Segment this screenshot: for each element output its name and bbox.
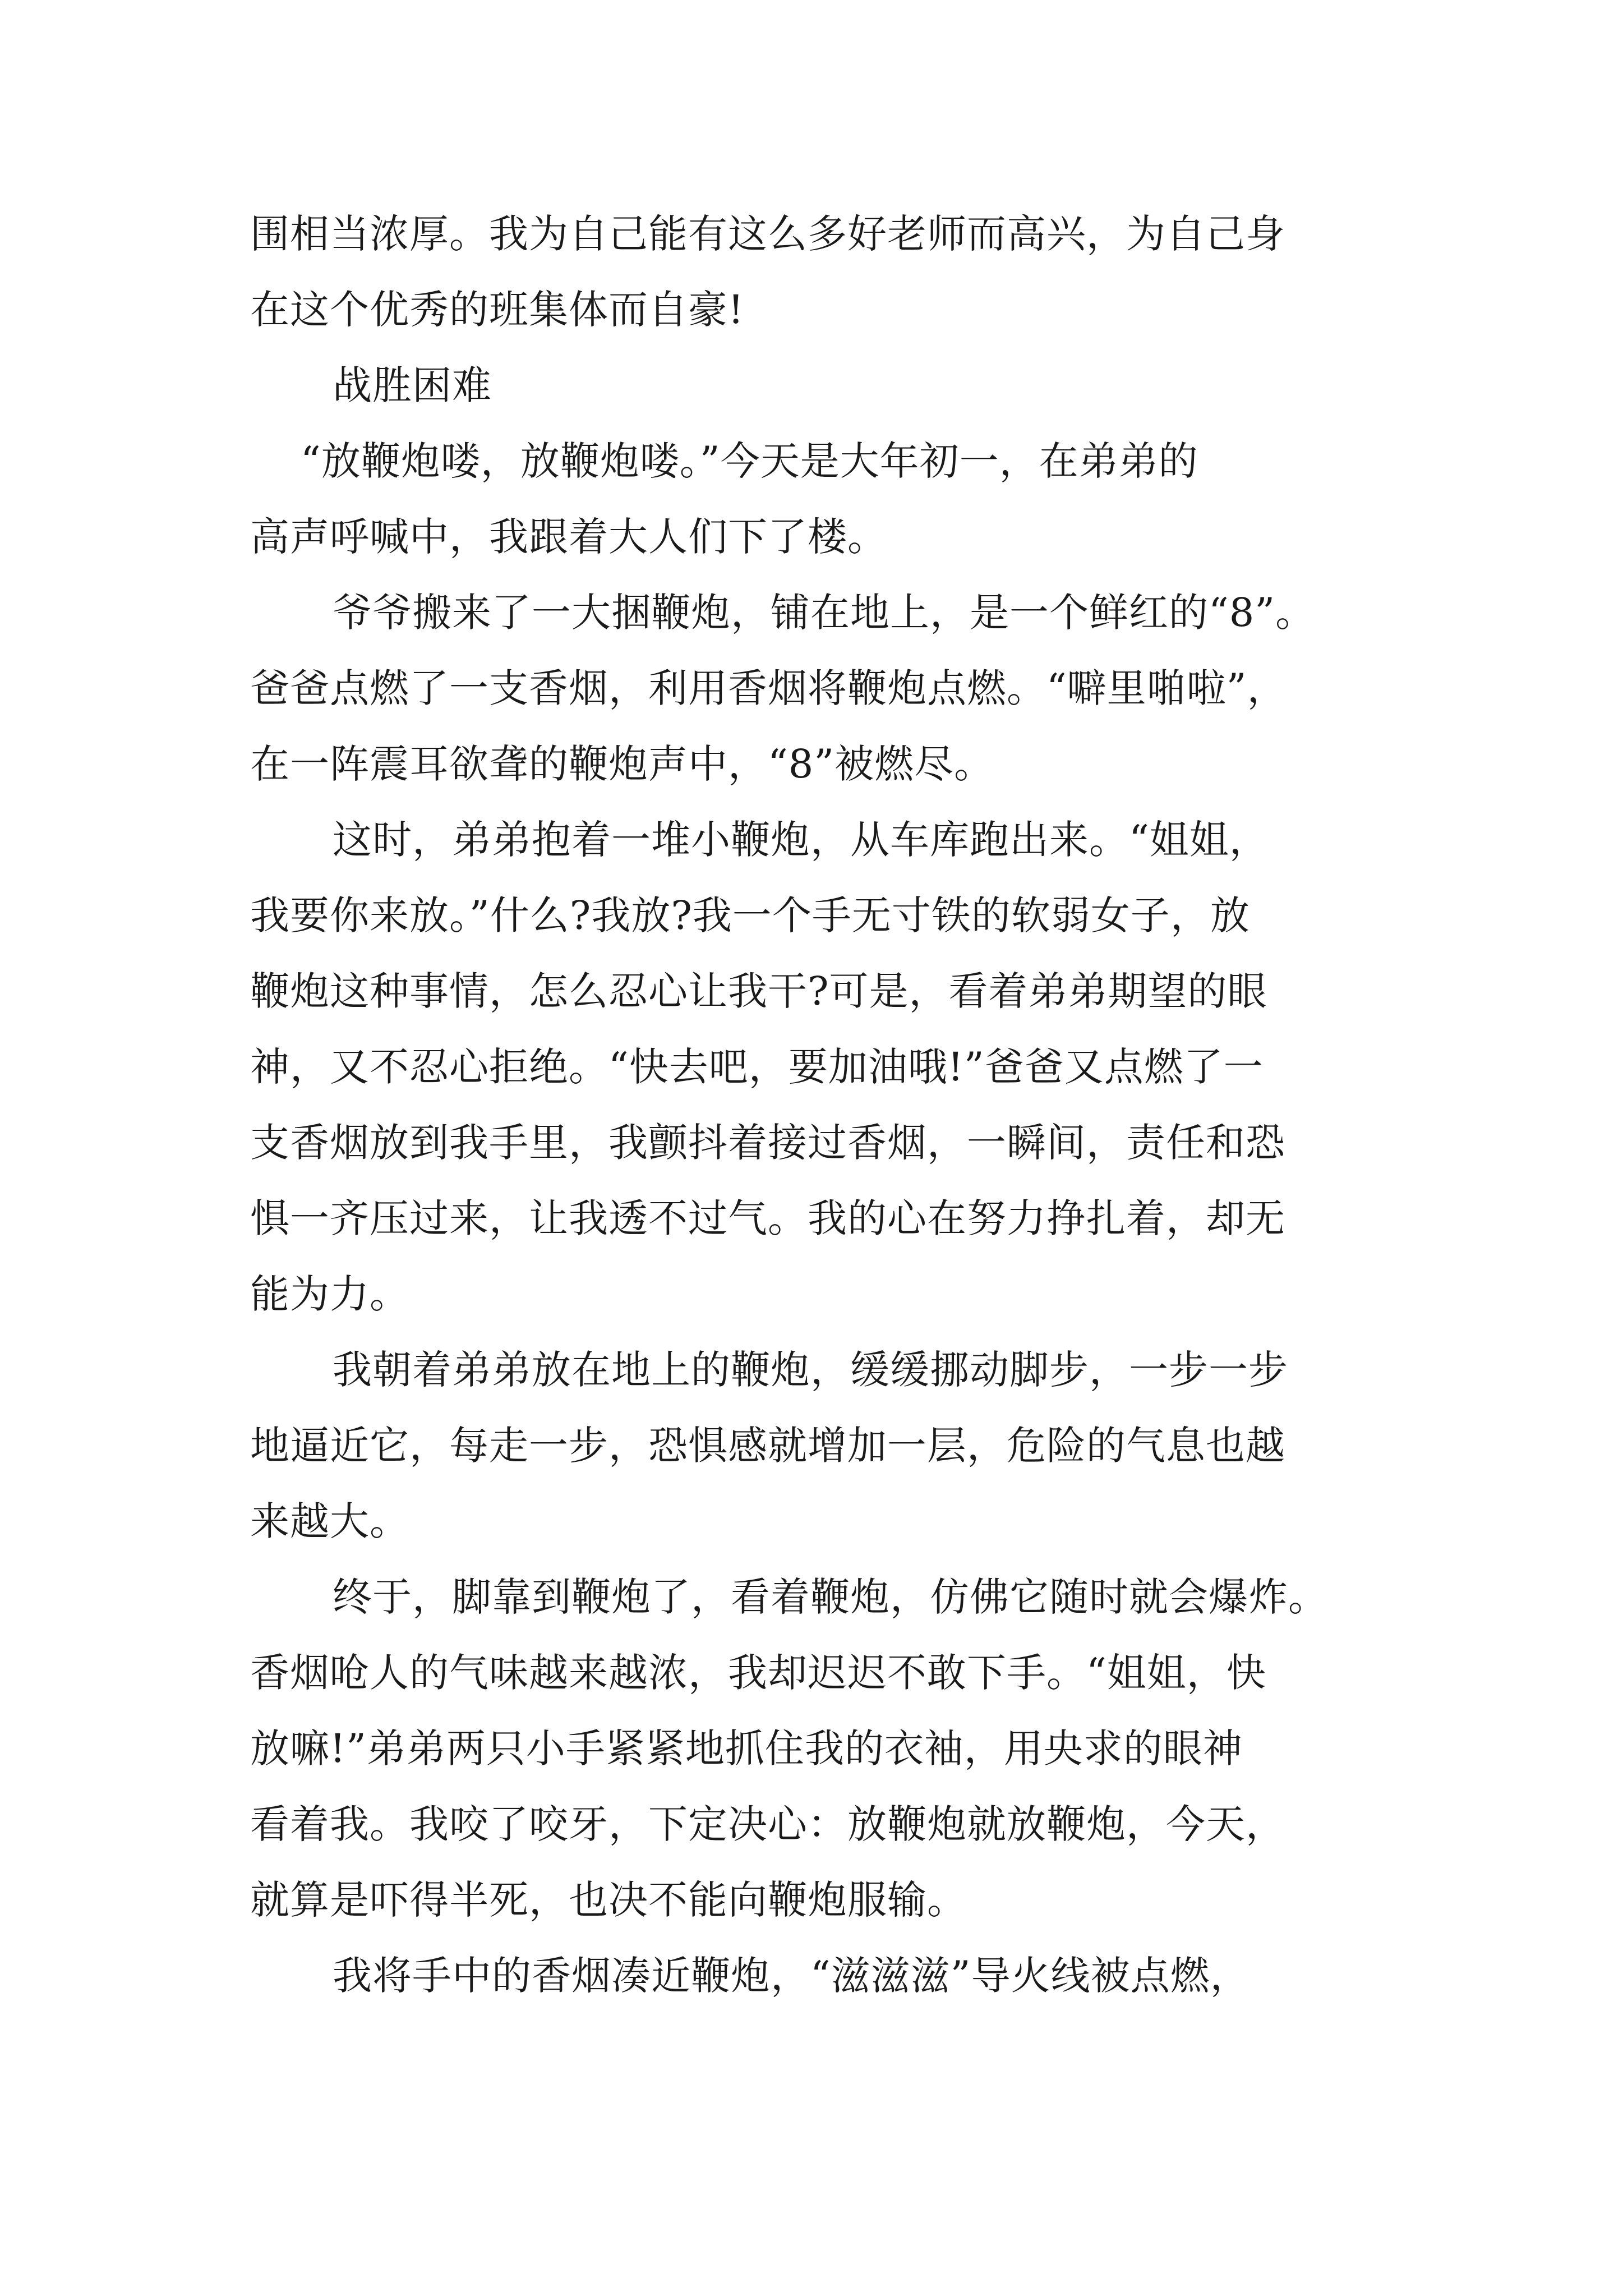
- text-line: 鞭炮这种事情，怎么忍心让我干?可是，看着弟弟期望的眼: [250, 968, 1267, 1014]
- text-line: 终于，脚靠到鞭炮了，看着鞭炮，仿佛它随时就会爆炸。: [333, 1574, 1328, 1620]
- text-line: 围相当浓厚。我为自己能有这么多好老师而高兴，为自己身: [250, 211, 1285, 257]
- text-line: 这时，弟弟抱着一堆小鞭炮，从车库跑出来。“姐姐，: [333, 817, 1269, 863]
- section-title: 战胜困难: [333, 362, 492, 408]
- text-line: 支香烟放到我手里，我颤抖着接过香烟，一瞬间，责任和恐: [250, 1120, 1285, 1166]
- text-line: “放鞭炮喽，放鞭炮喽。”今天是大年初一，在弟弟的: [301, 438, 1198, 484]
- text-line: 放嘛!”弟弟两只小手紧紧地抓住我的衣袖，用央求的眼神: [250, 1726, 1243, 1772]
- text-line: 就算是吓得半死，也决不能向鞭炮服输。: [250, 1877, 967, 1923]
- text-line: 神，又不忍心拒绝。“快去吧，要加油哦!”爸爸又点燃了一: [250, 1044, 1264, 1090]
- text-line: 爸爸点燃了一支香烟，利用香烟将鞭炮点燃。“噼里啪啦”，: [250, 665, 1287, 711]
- text-line: 高声呼喊中，我跟着大人们下了楼。: [250, 514, 887, 560]
- text-line: 看着我。我咬了咬牙，下定决心：放鞭炮就放鞭炮，今天，: [250, 1801, 1285, 1847]
- text-line: 来越大。: [250, 1498, 409, 1544]
- text-line: 在一阵震耳欲聋的鞭炮声中，“8”被燃尽。: [250, 741, 994, 787]
- text-line: 地逼近它，每走一步，恐惧感就增加一层，危险的气息也越: [250, 1423, 1285, 1469]
- text-line: 我要你来放。”什么?我放?我一个手无寸铁的软弱女子，放: [250, 892, 1250, 938]
- text-line: 香烟呛人的气味越来越浓，我却迟迟不敢下手。“姐姐，快: [250, 1650, 1266, 1696]
- text-line: 我将手中的香烟凑近鞭炮，“滋滋滋”导火线被点燃，: [333, 1953, 1250, 1999]
- text-line: 惧一齐压过来，让我透不过气。我的心在努力挣扎着，却无: [250, 1195, 1285, 1241]
- text-line: 在这个优秀的班集体而自豪!: [250, 287, 745, 333]
- text-line: 爷爷搬来了一大捆鞭炮，铺在地上，是一个鲜红的“8”。: [333, 590, 1316, 636]
- text-line: 我朝着弟弟放在地上的鞭炮，缓缓挪动脚步，一步一步: [333, 1347, 1288, 1393]
- text-line: 能为力。: [250, 1271, 409, 1317]
